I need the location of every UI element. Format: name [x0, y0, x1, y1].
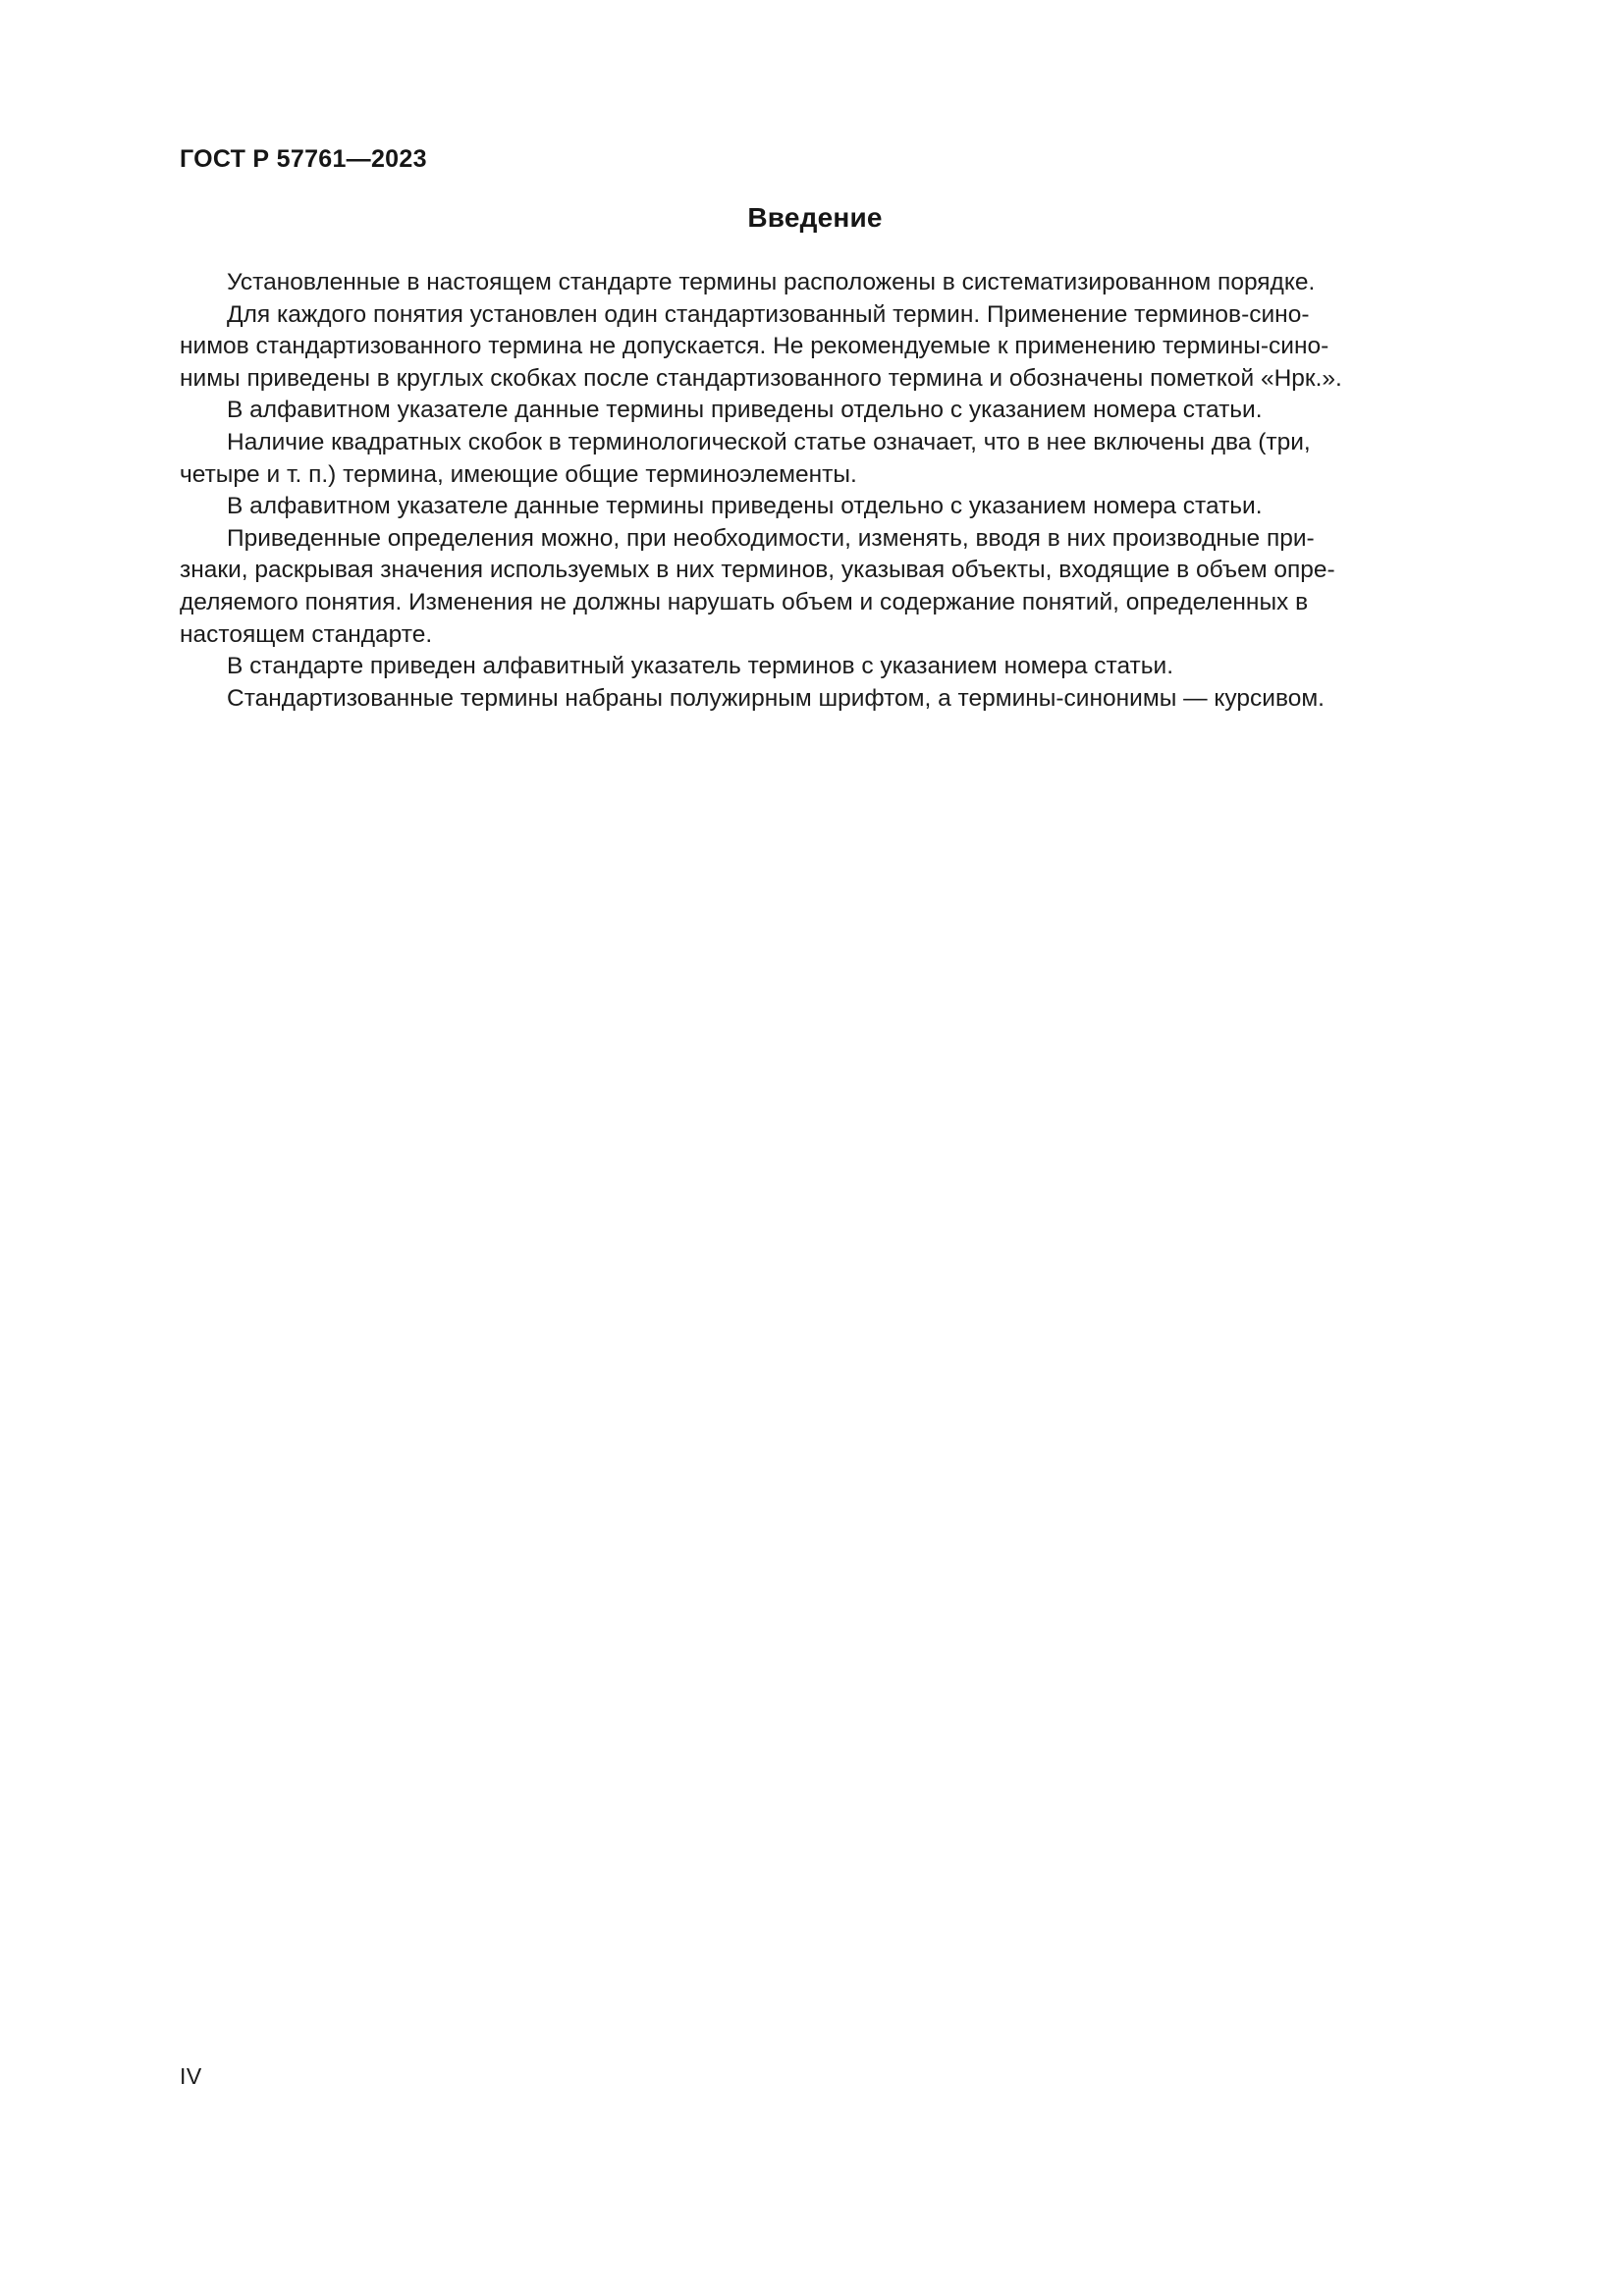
page-number: IV: [180, 2063, 202, 2089]
text-line: Установленные в настоящем стандарте термины расположены в систематизированном порядке.: [227, 269, 1316, 295]
text-line: знаки, раскрывая значения используемых в них терминов, указывая объекты, входящие в объем опре-: [180, 557, 1335, 584]
text-line: нимы приведены в круглых скобках после стандартизованного термина и обозначены пометкой «Нрк.».: [180, 364, 1342, 392]
text-line: четыре и т. п.) термина, имеющие общие терминоэлементы.: [180, 460, 857, 488]
paragraph-p6: [180, 523, 1450, 651]
paragraph-p3: [180, 395, 1450, 427]
text-line: В алфавитном указателе данные термины приведены отдельно с указанием номера статьи.: [227, 493, 1263, 520]
paragraph-p2: [180, 299, 1450, 396]
running-head-standard-number: ГОСТ Р 57761—2023: [180, 145, 427, 173]
paragraph-p7: [180, 651, 1450, 683]
paragraph-p1: [180, 267, 1450, 299]
text-line: Для каждого понятия установлен один стандартизованный термин. Применение терминов-сино-: [227, 300, 1310, 328]
text-line: Наличие квадратных скобок в терминологической статье означает, что в нее включены два (три,: [227, 428, 1311, 455]
text-line: Стандартизованные термины набраны полужирным шрифтом, а термины-синонимы — курсивом.: [227, 684, 1325, 712]
paragraph-p8: [180, 683, 1450, 716]
paragraph-p5: [180, 491, 1450, 523]
page-content: [180, 202, 1450, 715]
paragraph-p4: [180, 427, 1450, 491]
text-line: В алфавитном указателе данные термины приведены отдельно с указанием номера статьи.: [227, 397, 1263, 424]
introduction-body: [180, 267, 1450, 715]
section-title: Введение: [747, 202, 883, 233]
text-line: нимов стандартизованного термина не допускается. Не рекомендуемые к применению термины-сино-: [180, 333, 1329, 360]
text-line: настоящем стандарте.: [180, 620, 433, 648]
text-line: деляемого понятия. Изменения не должны нарушать объем и содержание понятий, определенных в: [180, 588, 1309, 615]
text-line: Приведенные определения можно, при необходимости, изменять, вводя в них производные при-: [227, 524, 1315, 552]
text-line: В стандарте приведен алфавитный указатель терминов с указанием номера статьи.: [227, 653, 1174, 680]
